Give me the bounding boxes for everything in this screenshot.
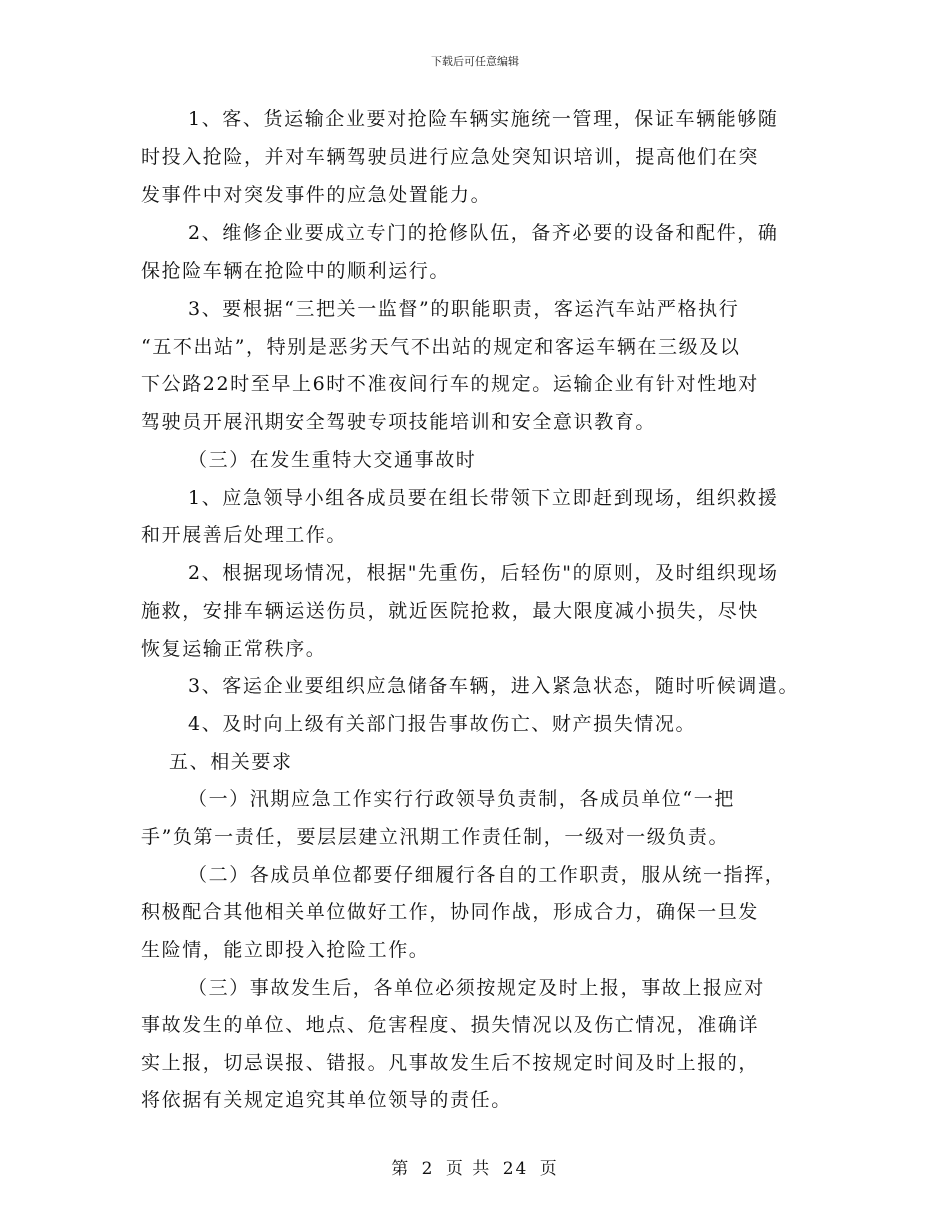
text-line: 将依据有关规定追究其单位领导的责任。	[141, 1089, 512, 1111]
footer-middle: 页 共	[445, 1159, 492, 1179]
footer-suffix: 页	[539, 1159, 559, 1179]
section-heading: 五、相关要求	[169, 751, 293, 773]
text-line: 发事件中对突发事件的应急处置能力。	[141, 184, 492, 206]
text-line: 时投入抢险，并对车辆驾驶员进行应急处突知识培训，提高他们在突	[141, 146, 760, 168]
text-line: 实上报，切忌误报、错报。凡事故发生后不按规定时间及时上报的，	[141, 1052, 760, 1074]
text-line: 积极配合其他相关单位做好工作，协同作战，形成合力，确保一旦发	[141, 901, 760, 923]
text-line: （二）各成员单位都要仔细履行各自的工作职责，服从统一指挥，	[188, 864, 786, 886]
text-line: 事故发生的单位、地点、危害程度、损失情况以及伤亡情况，准确详	[141, 1014, 760, 1036]
text-line: （一）汛期应急工作实行行政领导负责制，各成员单位“一把	[188, 788, 735, 810]
total-pages: 24	[502, 1159, 529, 1179]
text-line: 施救，安排车辆运送伤员，就近医院抢救，最大限度减小损失，尽快	[141, 600, 760, 622]
text-line: 生险情，能立即投入抢险工作。	[141, 939, 430, 961]
text-line: （三）事故发生后，各单位必须按规定及时上报，事故上报应对	[188, 977, 765, 999]
page-number: 2	[421, 1159, 435, 1179]
page-footer	[0, 1154, 950, 1179]
footer-prefix: 第	[391, 1159, 411, 1179]
text-line: 和开展善后处理工作。	[141, 524, 348, 546]
text-line: 下公路22时至早上6时不准夜间行车的规定。运输企业有针对性地对	[141, 373, 759, 395]
page-header: 下载后可任意编辑	[431, 55, 519, 68]
text-line: 2、维修企业要成立专门的抢修队伍，备齐必要的设备和配件，确	[188, 222, 779, 244]
text-line: 1、客、货运输企业要对抢险车辆实施统一管理，保证车辆能够随	[188, 108, 779, 130]
text-line: 3、客运企业要组织应急储备车辆，进入紧急状态，随时听候调遣。	[188, 675, 800, 697]
text-line: “五不出站”，特别是恶劣天气不出站的规定和客运车辆在三级及以	[141, 336, 741, 358]
text-line: 3、要根据“三把关一监督”的职能职责，客运汽车站严格执行	[188, 298, 740, 320]
text-line: 1、应急领导小组各成员要在组长带领下立即赶到现场，组织救援	[188, 487, 779, 509]
text-line: 恢复运输正常秩序。	[141, 638, 327, 660]
text-line: 驾驶员开展汛期安全驾驶专项技能培训和安全意识教育。	[141, 411, 657, 433]
section-heading: （三）在发生重特大交通事故时	[188, 449, 477, 471]
text-line: 保抢险车辆在抢险中的顺利运行。	[141, 260, 451, 282]
text-line: 2、根据现场情况，根据"先重伤，后轻伤"的原则，及时组织现场	[188, 562, 779, 584]
text-line: 4、及时向上级有关部门报告事故伤亡、财产损失情况。	[188, 713, 697, 735]
text-line: 手”负第一责任，要层层建立汛期工作责任制，一级对一级负责。	[141, 826, 730, 848]
